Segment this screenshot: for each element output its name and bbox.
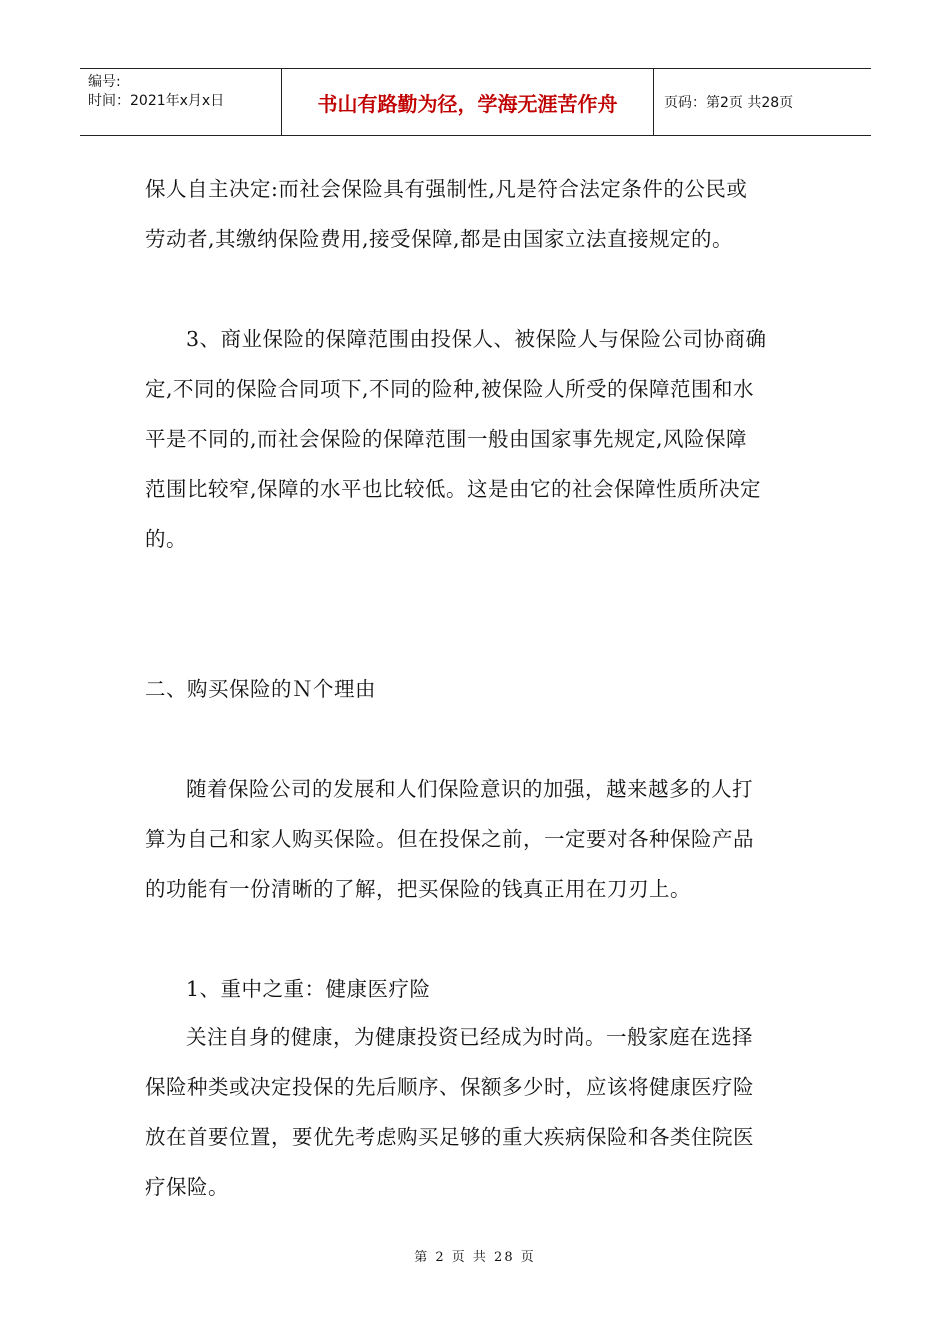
body-line: 疗保险。	[145, 1175, 229, 1199]
document-number-label: 编号:	[88, 74, 121, 90]
body-line: 放在首要位置，要优先考虑购买足够的重大疾病保险和各类住院医	[145, 1125, 754, 1149]
header-meta	[80, 69, 282, 135]
section-heading: 二、购买保险的Ｎ个理由	[145, 677, 376, 701]
header-page-info: 页码：第2页 共28页	[664, 95, 794, 111]
page-footer: 第 2 页 共 28 页	[414, 1250, 536, 1265]
body-line: 范围比较窄,保障的水平也比较低。这是由它的社会保障性质所决定	[145, 477, 762, 501]
body-line: 劳动者,其缴纳保险费用,接受保障,都是由国家立法直接规定的。	[145, 227, 734, 251]
body-line: 算为自己和家人购买保险。但在投保之前，一定要对各种保险产品	[145, 827, 754, 851]
document-header	[80, 68, 871, 136]
body-line: 平是不同的,而社会保险的保障范围一般由国家事先规定,风险保障	[145, 427, 748, 451]
body-line: 随着保险公司的发展和人们保险意识的加强，越来越多的人打	[186, 777, 753, 801]
body-line: 定,不同的保险合同项下,不同的险种,被保险人所受的保障范围和水	[145, 377, 755, 401]
body-line: 的。	[145, 527, 187, 551]
body-line: 的功能有一份清晰的了解，把买保险的钱真正用在刀刃上。	[145, 877, 691, 901]
subsection-heading: 1、重中之重：健康医疗险	[186, 977, 431, 1001]
body-line: 保人自主决定:而社会保险具有强制性,凡是符合法定条件的公民或	[145, 177, 748, 201]
body-line: 3、商业保险的保障范围由投保人、被保险人与保险公司协商确	[186, 327, 767, 351]
body-line: 保险种类或决定投保的先后顺序、保额多少时，应该将健康医疗险	[145, 1075, 754, 1099]
document-time-label: 时间：2021年x月x日	[88, 93, 225, 109]
header-motto: 书山有路勤为径，学海无涯苦作舟	[282, 69, 654, 135]
body-line: 关注自身的健康，为健康投资已经成为时尚。一般家庭在选择	[186, 1025, 753, 1049]
